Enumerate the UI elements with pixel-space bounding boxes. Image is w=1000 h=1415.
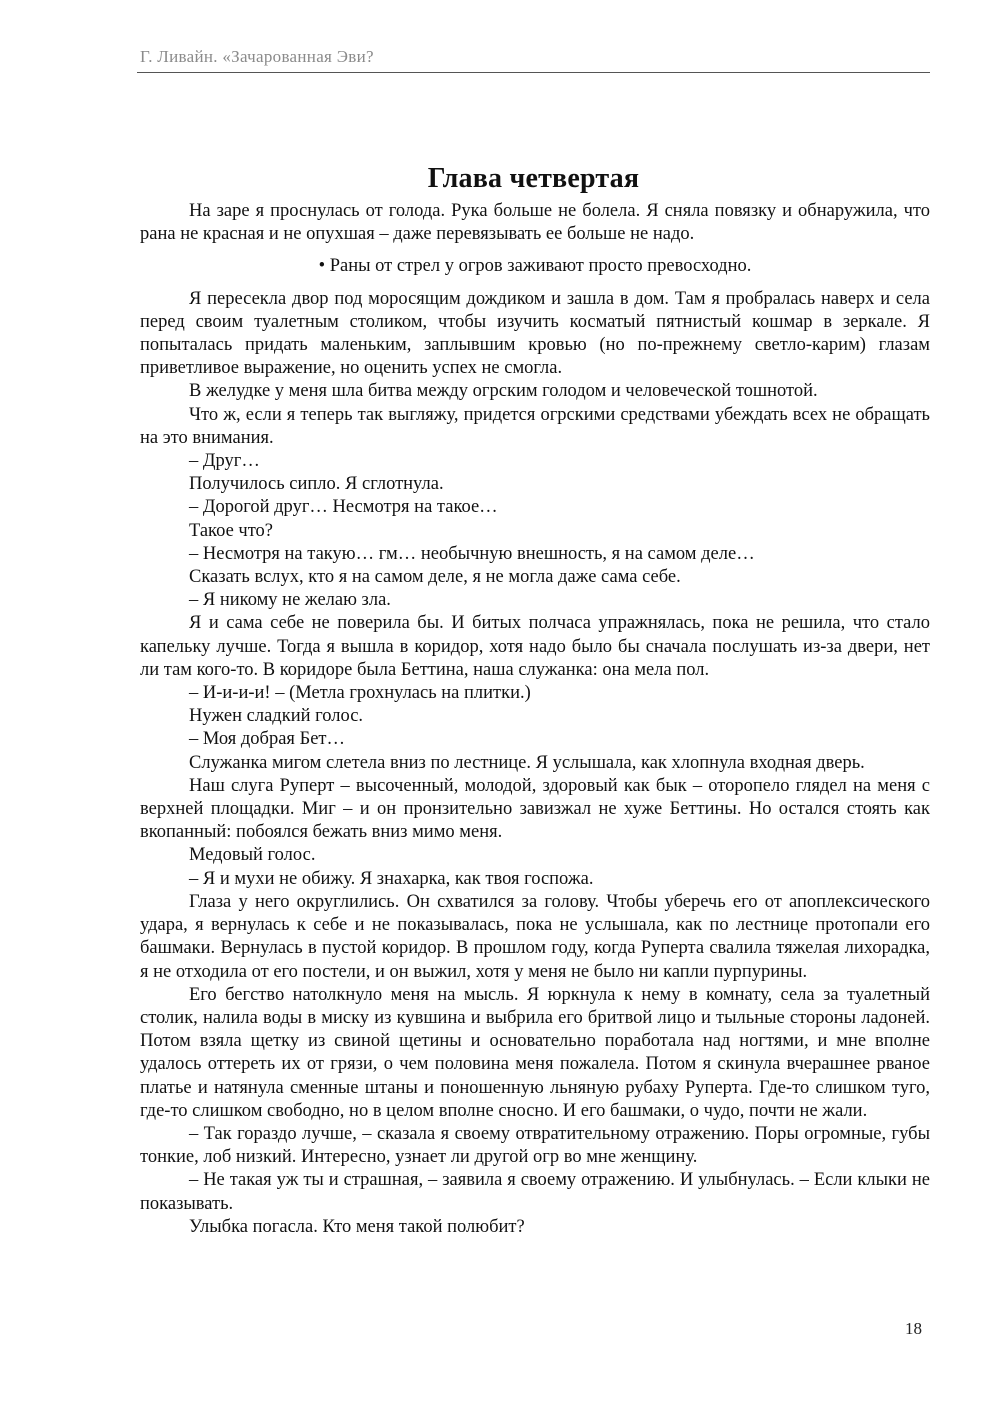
dialogue-line: – Я и мухи не обижу. Я знахарка, как твоя госпожа.	[189, 868, 594, 889]
paragraph: На заре я проснулась от голода. Рука больше не болела. Я сняла повязку и обнаружила, что рана не красная и не опухшая – даже перевязывать ее больше не надо.	[140, 201, 930, 245]
header-divider	[137, 72, 930, 73]
page-number: 18	[905, 1319, 922, 1338]
body-text	[140, 200, 930, 1239]
paragraph: Его бегство натолкнуло меня на мысль. Я юркнула к нему в комнату, села за туалетный столик, налила воды в миску из кувшина и выбрила его бритвой лицо и тыльные стороны ладоней. Потом взяла щетку из свиной щетины и основательно поработала над ногтями, и мне вполне удалось оттереть их от грязи, о чем половина меня пожалела. Потом я скинула вчерашнее рваное платье и натянула сменные штаны и поношенную льняную рубаху Руперта. Где-то слишком туго, где-то слишком свободно, но в целом вполне сносно. И его башмаки, о чудо, почти не жали.	[140, 984, 930, 1121]
dialogue-line: – Так гораздо лучше, – сказала я своему отвратительному отражению. Поры огромные, губы тонкие, лоб низкий. Интересно, узнает ли другой огр во мне женщину.	[140, 1123, 930, 1168]
paragraph: Служанка мигом слетела вниз по лестнице. Я услышала, как хлопнула входная дверь.	[189, 752, 865, 773]
dialogue-line: – Несмотря на такую… гм… необычную внешность, я на самом деле…	[189, 543, 755, 564]
dialogue-line: – И-и-и-и! – (Метла грохнулась на плитки.)	[189, 683, 531, 704]
paragraph: Улыбка погасла. Кто меня такой полюбит?	[189, 1216, 525, 1237]
dialogue-line: – Моя добрая Бет…	[189, 729, 345, 750]
paragraph: Медовый голос.	[189, 845, 316, 866]
bullet-note: • Раны от стрел у огров заживают просто превосходно.	[318, 256, 752, 277]
paragraph: Такое что?	[189, 520, 274, 541]
paragraph: Я и сама себе не поверила бы. И битых полчаса упражнялась, пока не решила, что стало капельку лучше. Тогда я вышла в коридор, хотя надо было бы сначала послушать из-за двери, нет ли там кого-то. В коридоре была Беттина, наша служанка: она мела пол.	[140, 613, 930, 680]
dialogue-line: – Друг…	[189, 451, 260, 472]
chapter-title: Глава четвертая	[427, 162, 640, 194]
paragraph: Глаза у него округлились. Он схватился за голову. Чтобы уберечь его от апоплексического удара, я вернулась к себе и не показывалась, пока не услышала, как по лестнице протопали его башмаки. Вернулась в пустой коридор. В прошлом году, когда Руперта свалила тяжелая лихорадка, я не отходила от его постели, и он выжил, хотя у меня не было ни капли пурпурины.	[140, 891, 930, 982]
dialogue-line: – Дорогой друг… Несмотря на такое…	[189, 497, 498, 518]
paragraph: Я пересекла двор под моросящим дождиком и зашла в дом. Там я пробралась наверх и села перед своим туалетным столиком, чтобы изучить косматый пятнистый кошмар в зеркале. Я попыталась придать маленьким, заплывшим кровью (но по-прежнему светло-карим) глазам приветливое выражение, но оценить успех не смогла.	[140, 288, 930, 379]
paragraph: Что ж, если я теперь так выгляжу, придется огрскими средствами убеждать всех не обращать на это внимания.	[140, 404, 930, 448]
paragraph: Нужен сладкий голос.	[189, 706, 364, 727]
paragraph: Наш слуга Руперт – высоченный, молодой, здоровый как бык – оторопело глядел на меня с верхней площадки. Миг – и он пронзительно завизжал не хуже Беттины. Но остался стоять как вкопанный: побоялся бежать вниз мимо меня.	[140, 775, 930, 843]
paragraph: Получилось сипло. Я сглотнула.	[189, 474, 444, 495]
running-header: Г. Ливайн. «Зачарованная Эви?	[140, 47, 374, 66]
paragraph: В желудке у меня шла битва между огрским голодом и человеческой тошнотой.	[189, 381, 818, 402]
dialogue-line: – Я никому не желаю зла.	[189, 590, 391, 611]
paragraph: Сказать вслух, кто я на самом деле, я не могла даже сама себе.	[189, 567, 681, 588]
dialogue-line: – Не такая уж ты и страшная, – заявила я своему отражению. И улыбнулась. – Если клыки не показывать.	[140, 1170, 930, 1214]
